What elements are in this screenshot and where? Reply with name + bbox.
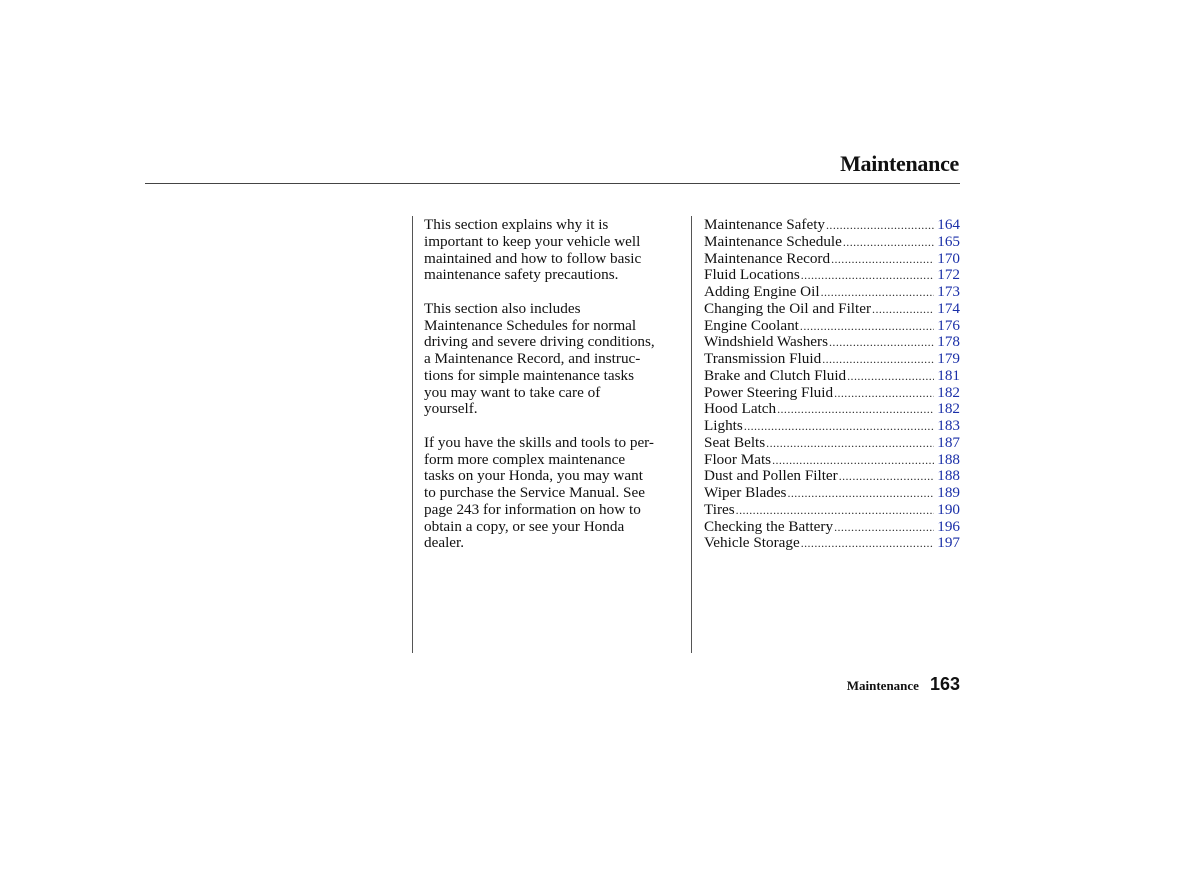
toc-entry-maintenance-safety[interactable]	[704, 217, 960, 234]
toc-page-link[interactable]: 173	[937, 283, 960, 300]
toc-page-link[interactable]: 182	[937, 383, 960, 401]
dot-leader	[834, 519, 934, 536]
toc-page-link[interactable]: 190	[937, 500, 960, 518]
toc-page-link[interactable]: 176	[937, 316, 960, 334]
dot-leader	[777, 401, 934, 418]
dot-leader	[831, 251, 934, 268]
table-of-contents	[704, 217, 960, 552]
toc-entry-adding-engine-oil[interactable]	[704, 284, 960, 301]
toc-entry-label: Dust and Pollen Filter	[704, 467, 838, 485]
toc-page-link[interactable]: 178	[937, 333, 960, 351]
toc-entry-checking-battery[interactable]	[704, 519, 960, 536]
toc-page-link[interactable]: 196	[937, 517, 960, 535]
dot-leader	[829, 334, 934, 351]
intro-paragraph: This section also includes Maintenance Schedules for normal driving and severe driving conditions, a Maintenance Record, and instruc- tions for simple maintenance tasks you may want to take care of yourself.	[424, 299, 655, 418]
dot-leader	[821, 284, 935, 301]
toc-entry-label: Power Steering Fluid	[704, 383, 834, 401]
intro-paragraph: This section explains why it is important to keep your vehicle well maintained and how to follow basic maintenance safety precautions.	[424, 216, 642, 284]
toc-entry-dust-pollen-filter[interactable]	[704, 468, 960, 485]
middle-column-divider	[691, 216, 692, 653]
toc-entry-floor-mats[interactable]	[704, 452, 960, 469]
intro-paragraph: If you have the skills and tools to per- form more complex maintenance tasks on your Honda, you may want to purchase the Service Manual. See page 243 for information on how to obtain a copy, or see your Honda dealer.	[424, 433, 654, 552]
dot-leader	[744, 418, 934, 435]
toc-entry-transmission-fluid[interactable]	[704, 351, 960, 368]
toc-entry-tires[interactable]	[704, 502, 960, 519]
toc-entry-label: Tires	[704, 500, 735, 518]
title-divider	[145, 183, 960, 184]
toc-page-link[interactable]: 197	[937, 534, 960, 552]
dot-leader	[766, 435, 934, 452]
toc-entry-wiper-blades[interactable]	[704, 485, 960, 502]
toc-entry-label: Changing the Oil and Filter	[704, 299, 872, 317]
toc-page-link[interactable]: 189	[937, 484, 960, 501]
toc-entry-label: Brake and Clutch Fluid	[704, 366, 847, 384]
toc-entry-label: Seat Belts	[704, 433, 766, 451]
toc-entry-label: Lights	[704, 417, 743, 434]
toc-entry-vehicle-storage[interactable]	[704, 535, 960, 552]
toc-page-link[interactable]: 187	[937, 433, 960, 451]
toc-entry-label: Hood Latch	[704, 400, 777, 418]
toc-entry-label: Vehicle Storage	[704, 534, 800, 552]
toc-page-link[interactable]: 188	[937, 467, 960, 485]
dot-leader	[772, 452, 934, 469]
dot-leader	[847, 368, 934, 385]
toc-entry-brake-clutch-fluid[interactable]	[704, 368, 960, 385]
toc-page-link[interactable]: 172	[937, 266, 960, 284]
dot-leader	[822, 351, 934, 368]
toc-entry-hood-latch[interactable]	[704, 401, 960, 418]
toc-page-link[interactable]: 188	[937, 450, 960, 468]
toc-entry-label: Transmission Fluid	[704, 350, 822, 367]
toc-entry-engine-coolant[interactable]	[704, 318, 960, 335]
toc-entry-label: Adding Engine Oil	[704, 283, 820, 300]
toc-page-link[interactable]: 181	[937, 366, 960, 384]
toc-entry-power-steering-fluid[interactable]	[704, 385, 960, 402]
toc-entry-label: Fluid Locations	[704, 266, 800, 284]
toc-entry-maintenance-record[interactable]	[704, 251, 960, 268]
toc-page-link[interactable]: 174	[937, 299, 960, 317]
toc-entry-label: Maintenance Schedule	[704, 232, 842, 250]
toc-page-link[interactable]: 164	[937, 216, 960, 233]
dot-leader	[826, 217, 934, 234]
toc-page-link[interactable]: 170	[937, 249, 960, 267]
toc-entry-label: Engine Coolant	[704, 316, 799, 334]
dot-leader	[801, 267, 934, 284]
toc-entry-label: Maintenance Safety	[704, 216, 826, 233]
left-column-divider	[412, 216, 413, 653]
toc-entry-windshield-washers[interactable]	[704, 334, 960, 351]
dot-leader	[736, 502, 935, 519]
toc-entry-seat-belts[interactable]	[704, 435, 960, 452]
toc-entry-lights[interactable]	[704, 418, 960, 435]
intro-text	[424, 217, 686, 569]
toc-entry-changing-oil-filter[interactable]	[704, 301, 960, 318]
dot-leader	[801, 535, 934, 552]
dot-leader	[834, 385, 934, 402]
dot-leader	[843, 234, 934, 251]
footer-page-number: 163	[929, 674, 960, 694]
page-footer	[847, 674, 960, 695]
toc-entry-label: Windshield Washers	[704, 333, 829, 351]
footer-section-label: Maintenance	[846, 678, 919, 693]
toc-page-link[interactable]: 165	[937, 232, 960, 250]
dot-leader	[787, 485, 934, 502]
dot-leader	[872, 301, 934, 318]
dot-leader	[800, 318, 934, 335]
toc-entry-fluid-locations[interactable]	[704, 267, 960, 284]
toc-entry-label: Maintenance Record	[704, 249, 831, 267]
toc-page-link[interactable]: 182	[937, 400, 960, 418]
toc-entry-label: Checking the Battery	[704, 517, 834, 535]
toc-page-link[interactable]: 179	[937, 350, 960, 367]
toc-page-link[interactable]: 183	[937, 417, 960, 434]
toc-entry-maintenance-schedule[interactable]	[704, 234, 960, 251]
dot-leader	[839, 468, 934, 485]
toc-entry-label: Wiper Blades	[704, 484, 787, 501]
page-title: Maintenance	[840, 151, 959, 176]
toc-entry-label: Floor Mats	[704, 450, 772, 468]
